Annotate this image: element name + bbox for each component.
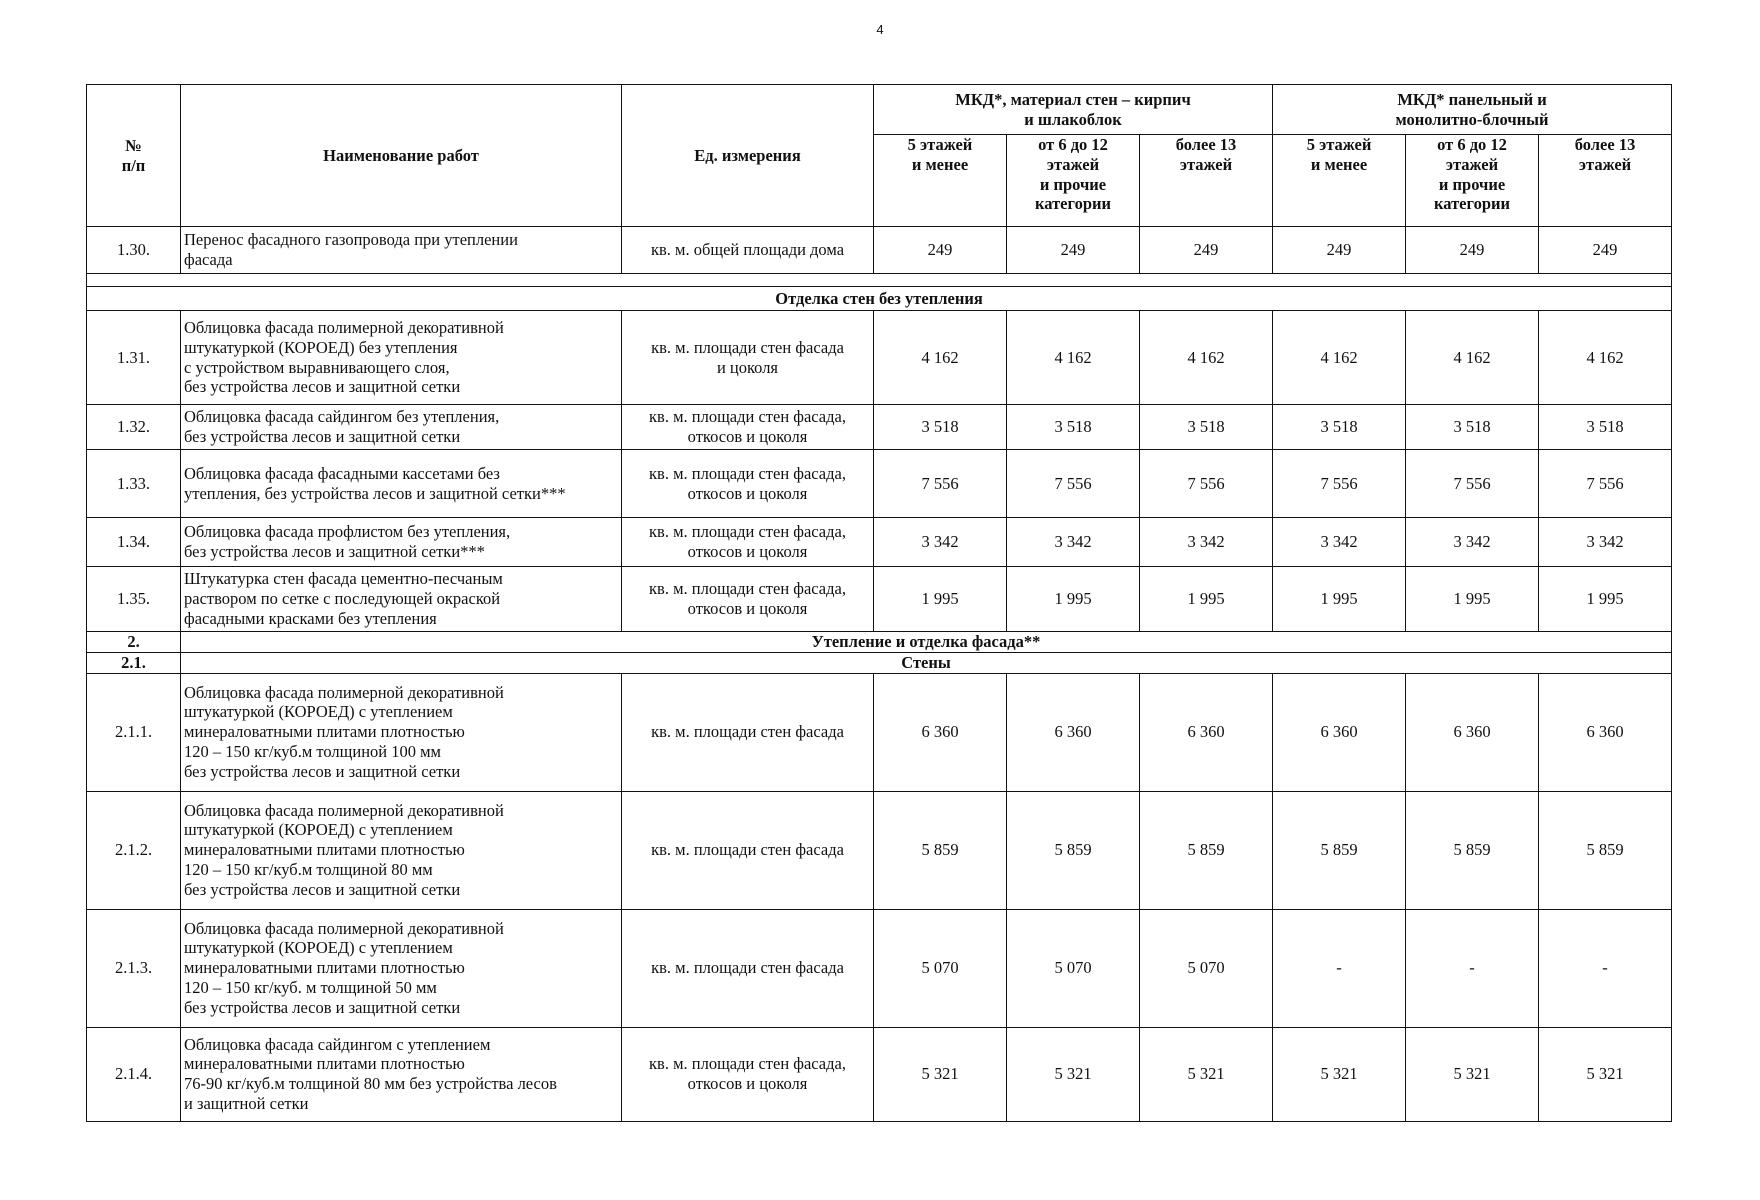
work-name: Перенос фасадного газопровода при утеплении фасада [181,227,622,274]
value-cell: 7 556 [1140,450,1273,518]
value-cell: 5 321 [1406,1027,1539,1121]
table-row [87,518,1672,567]
value-cell: 5 859 [1007,791,1140,909]
value-cell: 3 518 [1007,405,1140,450]
row-number: 2.1.1. [87,673,181,791]
value-cell: 3 342 [1406,518,1539,567]
value-cell: 5 070 [1007,909,1140,1027]
value-cell: 1 995 [1140,567,1273,632]
value-cell: 3 342 [1273,518,1406,567]
value-cell: 6 360 [1539,673,1672,791]
unit-cell: кв. м. общей площади дома [622,227,874,274]
value-cell: 1 995 [1007,567,1140,632]
table-row [87,405,1672,450]
value-cell: 5 321 [1539,1027,1672,1121]
value-cell: 1 995 [874,567,1007,632]
value-cell: 7 556 [874,450,1007,518]
header-num: № п/п [87,85,181,227]
work-name [181,518,622,567]
section-row [87,632,1672,653]
work-name-text: Облицовка фасада сайдингом с утеплением минераловатными плитами плотностью 76-90 кг/куб.м толщиной 80 мм без устройства лесов и защитной сетки [184,1034,557,1113]
row-number: 2.1.3. [87,909,181,1027]
work-name-text: Облицовка фасада сайдингом без утепления, без устройства лесов и защитной сетки [184,407,500,446]
value-cell: 3 518 [1140,405,1273,450]
unit-cell-text: кв. м. площади стен фасада, откосов и цоколя [649,407,846,446]
header-group-panel: МКД* панельный и монолитно-блочный [1273,85,1672,135]
value-cell: 249 [874,227,1007,274]
section-title: Отделка стен без утепления [87,287,1672,311]
table-row [87,567,1672,632]
value-cell: 7 556 [1007,450,1140,518]
value-cell: 6 360 [1140,673,1273,791]
header-sub-1: 5 этажей и менее [874,135,1007,227]
work-name [181,673,622,791]
row-number: 1.33. [87,450,181,518]
work-name-text: Облицовка фасада фасадными кассетами без утепления, без устройства лесов и защитной сетки*** [184,463,566,503]
work-name [181,567,622,632]
value-cell: - [1273,909,1406,1027]
row-number: 1.34. [87,518,181,567]
header-name: Наименование работ [181,85,622,227]
value-cell: 249 [1007,227,1140,274]
value-cell: 5 321 [1007,1027,1140,1121]
value-cell: 3 342 [1140,518,1273,567]
value-cell: 5 321 [874,1027,1007,1121]
header-sub-2: от 6 до 12 этажей и прочие категории [1007,135,1140,227]
work-name [181,1027,622,1121]
unit-cell [622,405,874,450]
work-name [181,791,622,909]
value-cell: 4 162 [1273,311,1406,405]
value-cell: 5 859 [1406,791,1539,909]
unit-cell [622,450,874,518]
unit-cell [622,518,874,567]
unit-cell [622,909,874,1027]
header-unit: Ед. измерения [622,85,874,227]
value-cell: 249 [1406,227,1539,274]
row-number: 2.1.4. [87,1027,181,1121]
row-number: 2.1.2. [87,791,181,909]
value-cell: 6 360 [874,673,1007,791]
work-name-text: Облицовка фасада полимерной декоративной штукатуркой (КОРОЕД) с утеплением минераловатными плитами плотностью 120 – 150 кг/куб.м толщиной 100 мм без устройства лесов и защитной сетки [184,682,504,781]
section-title: Стены [181,652,1672,673]
work-name-text: Штукатурка стен фасада цементно-песчаным раствором по сетке с последующей окраской фасадными красками без утепления [184,569,503,628]
value-cell: 4 162 [874,311,1007,405]
value-cell: 6 360 [1406,673,1539,791]
unit-cell-text: кв. м. площади стен фасада, откосов и цоколя [649,522,846,561]
value-cell: 1 995 [1539,567,1672,632]
value-cell: 3 518 [874,405,1007,450]
value-cell: 7 556 [1539,450,1672,518]
unit-cell-text: кв. м. площади стен фасада, откосов и цоколя [649,579,846,618]
table-row [87,1027,1672,1121]
value-cell: 5 070 [1140,909,1273,1027]
work-name-text: Облицовка фасада полимерной декоративной штукатуркой (КОРОЕД) без утепления с устройством выравнивающего слоя, без устройства лесов и защитной сетки [184,317,504,397]
value-cell: 7 556 [1273,450,1406,518]
table-row [87,311,1672,405]
section-row [87,287,1672,311]
unit-cell-text: кв. м. площади стен фасада, откосов и цоколя [649,1054,846,1094]
header-group-brick: МКД*, материал стен – кирпич и шлакоблок [874,85,1273,135]
value-cell: 249 [1539,227,1672,274]
price-table [86,84,1672,1122]
unit-cell-text: кв. м. площади стен фасада [651,958,844,978]
value-cell: 249 [1140,227,1273,274]
unit-cell [622,673,874,791]
value-cell: 3 342 [1539,518,1672,567]
value-cell: 3 342 [1007,518,1140,567]
value-cell: 1 995 [1273,567,1406,632]
row-number: 1.30. [87,227,181,274]
work-name-text: Облицовка фасада полимерной декоративной штукатуркой (КОРОЕД) с утеплением минераловатными плитами плотностью 120 – 150 кг/куб.м толщиной 80 мм без устройства лесов и защитной сетки [184,800,504,899]
work-name [181,450,622,518]
row-number: 1.32. [87,405,181,450]
work-name-text: Облицовка фасада полимерной декоративной штукатуркой (КОРОЕД) с утеплением минераловатными плитами плотностью 120 – 150 кг/куб. м толщиной 50 мм без устройства лесов и защитной сетки [184,918,504,1017]
value-cell: 5 859 [1273,791,1406,909]
unit-cell-text: кв. м. площади стен фасада, откосов и цоколя [649,463,846,503]
value-cell: 4 162 [1140,311,1273,405]
value-cell: 5 321 [1140,1027,1273,1121]
value-cell: 4 162 [1539,311,1672,405]
value-cell: 3 518 [1406,405,1539,450]
section-number: 2.1. [87,652,181,673]
value-cell: 5 859 [1140,791,1273,909]
value-cell: 249 [1273,227,1406,274]
value-cell: 4 162 [1007,311,1140,405]
row-number: 1.31. [87,311,181,405]
value-cell: 1 995 [1406,567,1539,632]
page-number: 4 [876,22,884,37]
row-number: 1.35. [87,567,181,632]
unit-cell [622,791,874,909]
value-cell: 3 518 [1273,405,1406,450]
value-cell: 4 162 [1406,311,1539,405]
work-name [181,405,622,450]
header-sub-3: более 13 этажей [1140,135,1273,227]
unit-cell [622,311,874,405]
table-row [87,450,1672,518]
value-cell: 5 070 [874,909,1007,1027]
header-sub-6: более 13 этажей [1539,135,1672,227]
work-name-text: Облицовка фасада профлистом без утепления, без устройства лесов и защитной сетки*** [184,522,511,561]
value-cell: 7 556 [1406,450,1539,518]
section-title: Утепление и отделка фасада** [181,632,1672,653]
value-cell: - [1406,909,1539,1027]
table-row [87,791,1672,909]
unit-cell-text: кв. м. площади стен фасада [651,840,844,860]
unit-cell [622,1027,874,1121]
table-row [87,673,1672,791]
value-cell: - [1539,909,1672,1027]
unit-cell [622,567,874,632]
work-name [181,311,622,405]
value-cell: 5 859 [874,791,1007,909]
header-sub-4: 5 этажей и менее [1273,135,1406,227]
work-name [181,909,622,1027]
value-cell: 3 342 [874,518,1007,567]
table-row [87,227,1672,274]
value-cell: 5 859 [1539,791,1672,909]
unit-cell-text: кв. м. площади стен фасада [651,722,844,742]
table-row [87,909,1672,1027]
blank-row [87,274,1672,287]
unit-cell-text: кв. м. площади стен фасада и цоколя [651,337,844,377]
value-cell: 5 321 [1273,1027,1406,1121]
value-cell: 3 518 [1539,405,1672,450]
section-number: 2. [87,632,181,653]
value-cell: 6 360 [1273,673,1406,791]
header-sub-5: от 6 до 12 этажей и прочие категории [1406,135,1539,227]
value-cell: 6 360 [1007,673,1140,791]
section-row [87,652,1672,673]
